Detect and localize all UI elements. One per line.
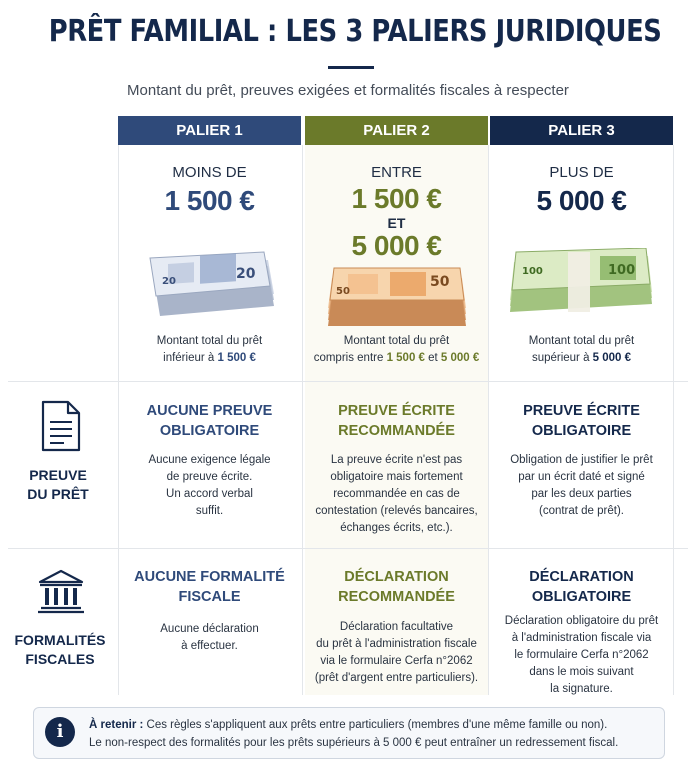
tier-1-tax-heading: AUCUNE FORMALITÉ FISCALE [134, 569, 285, 605]
banknote-value: 100 [522, 266, 543, 277]
tier-2-amount-min: 1 500 € [351, 183, 442, 214]
tier-1-proof-heading: AUCUNE PREUVE OBLIGATOIRE [146, 403, 273, 439]
bank-building-icon [37, 568, 85, 614]
row-divider [8, 381, 688, 382]
tier-1-proof-body: Aucune exigence légale de preuve écrite. Un accord verbal suffit. [148, 454, 271, 517]
row-label-proof: PREUVE DU PRÊT [27, 467, 89, 502]
tier-3-tax-body: Déclaration obligatoire du prêt à l'administration fiscale via le formulaire Cerfa n°2062 dans le mois suivant la signature. [504, 615, 659, 695]
banknote-value: 20 [162, 276, 176, 287]
tier-1-tax-body: Aucune déclaration à effectuer. [160, 623, 259, 652]
tier-2-header: PALIER 2 [305, 116, 488, 145]
tier-3-header: PALIER 3 [490, 116, 673, 145]
tier-2-note: Montant total du prêt compris entre 1 500 € et 5 000 € [313, 335, 480, 364]
page-subtitle: Montant du prêt, preuves exigées et formalités fiscales à respecter [127, 82, 569, 99]
tier-3-proof-heading: PREUVE ÉCRITE OBLIGATOIRE [523, 403, 640, 439]
banknote-value: 100 [608, 263, 636, 278]
column-divider [488, 145, 489, 695]
info-icon: i [45, 717, 75, 747]
tier-2-amount-max: 5 000 € [351, 230, 442, 261]
row-divider [8, 548, 688, 549]
document-icon [40, 400, 82, 452]
tier-1-note: Montant total du prêt inférieur à 1 500 € [156, 335, 263, 364]
tier-1-header: PALIER 1 [118, 116, 301, 145]
banknote-stack-50-image [326, 264, 470, 326]
title-underline [328, 66, 374, 69]
column-divider [302, 145, 303, 695]
tier-2-tax-body: Déclaration facultative du prêt à l'administration fiscale via le formulaire Cerfa n°2062 (prêt d'argent entre particuliers). [314, 621, 479, 684]
tier-2-proof-heading: PREUVE ÉCRITE RECOMMANDÉE [338, 403, 455, 439]
tier-2-amount-joiner: ET [387, 215, 406, 231]
banknote-stack-20-image [140, 250, 280, 316]
info-callout [33, 707, 665, 759]
tier-2-amount-label: ENTRE [371, 164, 422, 181]
tier-2-tax-heading: DÉCLARATION RECOMMANDÉE [338, 569, 455, 605]
tier-3-note: Montant total du prêt supérieur à 5 000 € [528, 335, 635, 364]
tier-1-amount: 1 500 € [164, 185, 255, 216]
tier-2-proof-body: La preuve écrite n'est pas obligatoire mais fortement recommandée en cas de contestation (relevés bancaires, échanges écrits, etc.). [315, 454, 478, 534]
column-divider [673, 145, 674, 695]
info-label: À retenir : [89, 719, 144, 731]
tier-3-proof-body: Obligation de justifier le prêt par un écrit daté et signé par les deux parties (contrat de prêt). [510, 454, 653, 517]
info-text: À retenir : Ces règles s'appliquent aux prêts entre particuliers (membres d'une même famille ou non). Le non-respect des formalités pour les prêts supérieurs à 5 000 € peut entraîner un redressement fiscal. [89, 719, 619, 749]
banknote-value: 50 [336, 286, 350, 297]
tier-3-amount-label: PLUS DE [549, 164, 614, 181]
banknote-stack-100-image [508, 248, 658, 314]
tier-1-amount-label: MOINS DE [172, 164, 247, 181]
banknote-value: 50 [430, 274, 450, 290]
tier-3-amount: 5 000 € [536, 185, 627, 216]
page-title: PRÊT FAMILIAL : LES 3 PALIERS JURIDIQUES [48, 14, 662, 49]
row-label-tax: FORMALITÉS FISCALES [14, 632, 106, 667]
banknote-value: 20 [236, 266, 256, 282]
tier-3-tax-heading: DÉCLARATION OBLIGATOIRE [529, 569, 634, 605]
